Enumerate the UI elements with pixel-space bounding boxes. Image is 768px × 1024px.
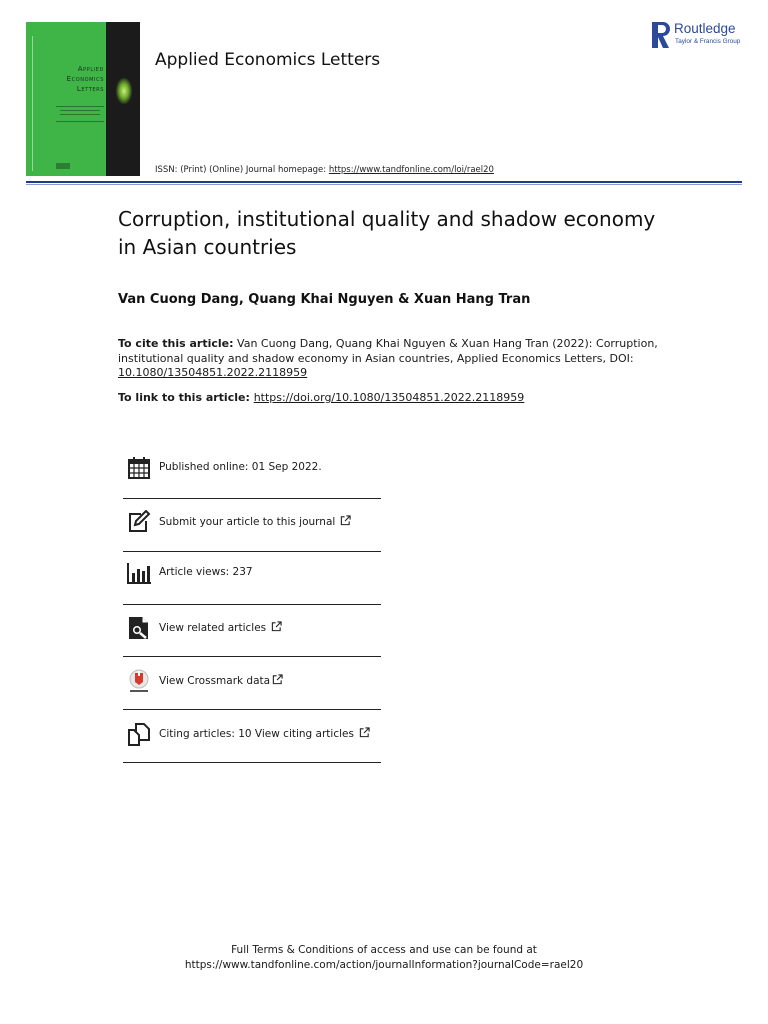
edit-icon bbox=[127, 510, 151, 534]
search-document-icon bbox=[127, 616, 151, 640]
meta-divider bbox=[123, 498, 381, 499]
terms-url[interactable]: https://www.tandfonline.com/action/journalInformation?journalCode=rael20 bbox=[184, 959, 584, 971]
related-articles-link[interactable] bbox=[159, 621, 282, 634]
header-divider bbox=[26, 181, 742, 183]
routledge-logo-icon bbox=[652, 22, 670, 48]
cover-publisher-mark bbox=[56, 163, 70, 169]
article-views-row bbox=[123, 551, 381, 591]
citing-articles-label: Citing articles: 10 View citing articles bbox=[159, 728, 354, 740]
article-doi-link[interactable]: https://doi.org/10.1080/13504851.2022.2118959 bbox=[253, 391, 525, 404]
journal-homepage-link[interactable]: https://www.tandfonline.com/loi/rael20 bbox=[328, 165, 494, 175]
link-label: To link to this article: bbox=[118, 391, 254, 404]
calendar-icon bbox=[127, 456, 151, 480]
submit-article-row[interactable] bbox=[123, 500, 381, 540]
external-link-icon bbox=[272, 674, 283, 685]
external-link-icon bbox=[271, 621, 282, 632]
citation-doi-link[interactable]: 10.1080/13504851.2022.2118959 bbox=[118, 366, 308, 379]
terms-line: Full Terms & Conditions of access and use can be found at bbox=[231, 944, 537, 956]
related-articles-row[interactable] bbox=[123, 606, 381, 646]
meta-divider bbox=[123, 709, 381, 710]
citation-text: Van Cuong Dang, Quang Khai Nguyen & Xuan Hang Tran (2022): Corruption, institutional quality and shadow economy in Asian countries, Applied Economics Letters, DOI: bbox=[118, 337, 658, 365]
meta-divider bbox=[123, 656, 381, 657]
citation-block bbox=[118, 337, 658, 381]
citing-articles-icon bbox=[127, 722, 151, 746]
header-divider-thin bbox=[26, 184, 742, 185]
external-link-icon bbox=[359, 727, 370, 738]
terms-footer bbox=[0, 943, 768, 973]
cover-editor-block bbox=[56, 106, 104, 122]
journal-title: Applied Economics Letters bbox=[155, 50, 381, 70]
article-views-text: Article views: 237 bbox=[159, 566, 253, 578]
cover-light-image bbox=[116, 78, 132, 104]
issn-line bbox=[155, 165, 494, 175]
crossmark-label: View Crossmark data bbox=[159, 675, 271, 687]
cover-title-line: Economics bbox=[66, 75, 104, 83]
meta-divider bbox=[123, 762, 381, 763]
cover-title-line: Applied bbox=[77, 65, 104, 73]
cover-title-line: Letters bbox=[76, 85, 104, 93]
crossmark-link[interactable] bbox=[159, 674, 283, 687]
article-link-line bbox=[118, 391, 524, 404]
cover-spine bbox=[32, 36, 39, 171]
submit-article-label: Submit your article to this journal bbox=[159, 516, 336, 528]
cover-title bbox=[40, 64, 104, 94]
citation-label: To cite this article: bbox=[118, 337, 234, 350]
publisher-logo[interactable] bbox=[652, 21, 752, 51]
published-date-text: Published online: 01 Sep 2022. bbox=[159, 461, 322, 473]
related-articles-label: View related articles bbox=[159, 622, 267, 634]
issn-label: ISSN: (Print) (Online) Journal homepage: bbox=[155, 165, 329, 175]
publisher-name: Routledge bbox=[674, 21, 736, 36]
meta-divider bbox=[123, 604, 381, 605]
published-online-row bbox=[123, 446, 381, 486]
submit-article-link[interactable] bbox=[159, 515, 351, 528]
article-title: Corruption, institutional quality and shadow economy in Asian countries bbox=[118, 207, 656, 259]
citing-articles-row[interactable] bbox=[123, 712, 381, 752]
crossmark-row[interactable] bbox=[123, 659, 381, 699]
external-link-icon bbox=[340, 515, 351, 526]
bar-chart-icon bbox=[127, 561, 151, 585]
article-authors: Van Cuong Dang, Quang Khai Nguyen & Xuan Hang Tran bbox=[118, 292, 531, 307]
crossmark-icon bbox=[127, 669, 151, 693]
publisher-group: Taylor & Francis Group bbox=[675, 38, 741, 45]
citing-articles-link[interactable] bbox=[159, 727, 370, 740]
journal-cover bbox=[26, 22, 140, 176]
